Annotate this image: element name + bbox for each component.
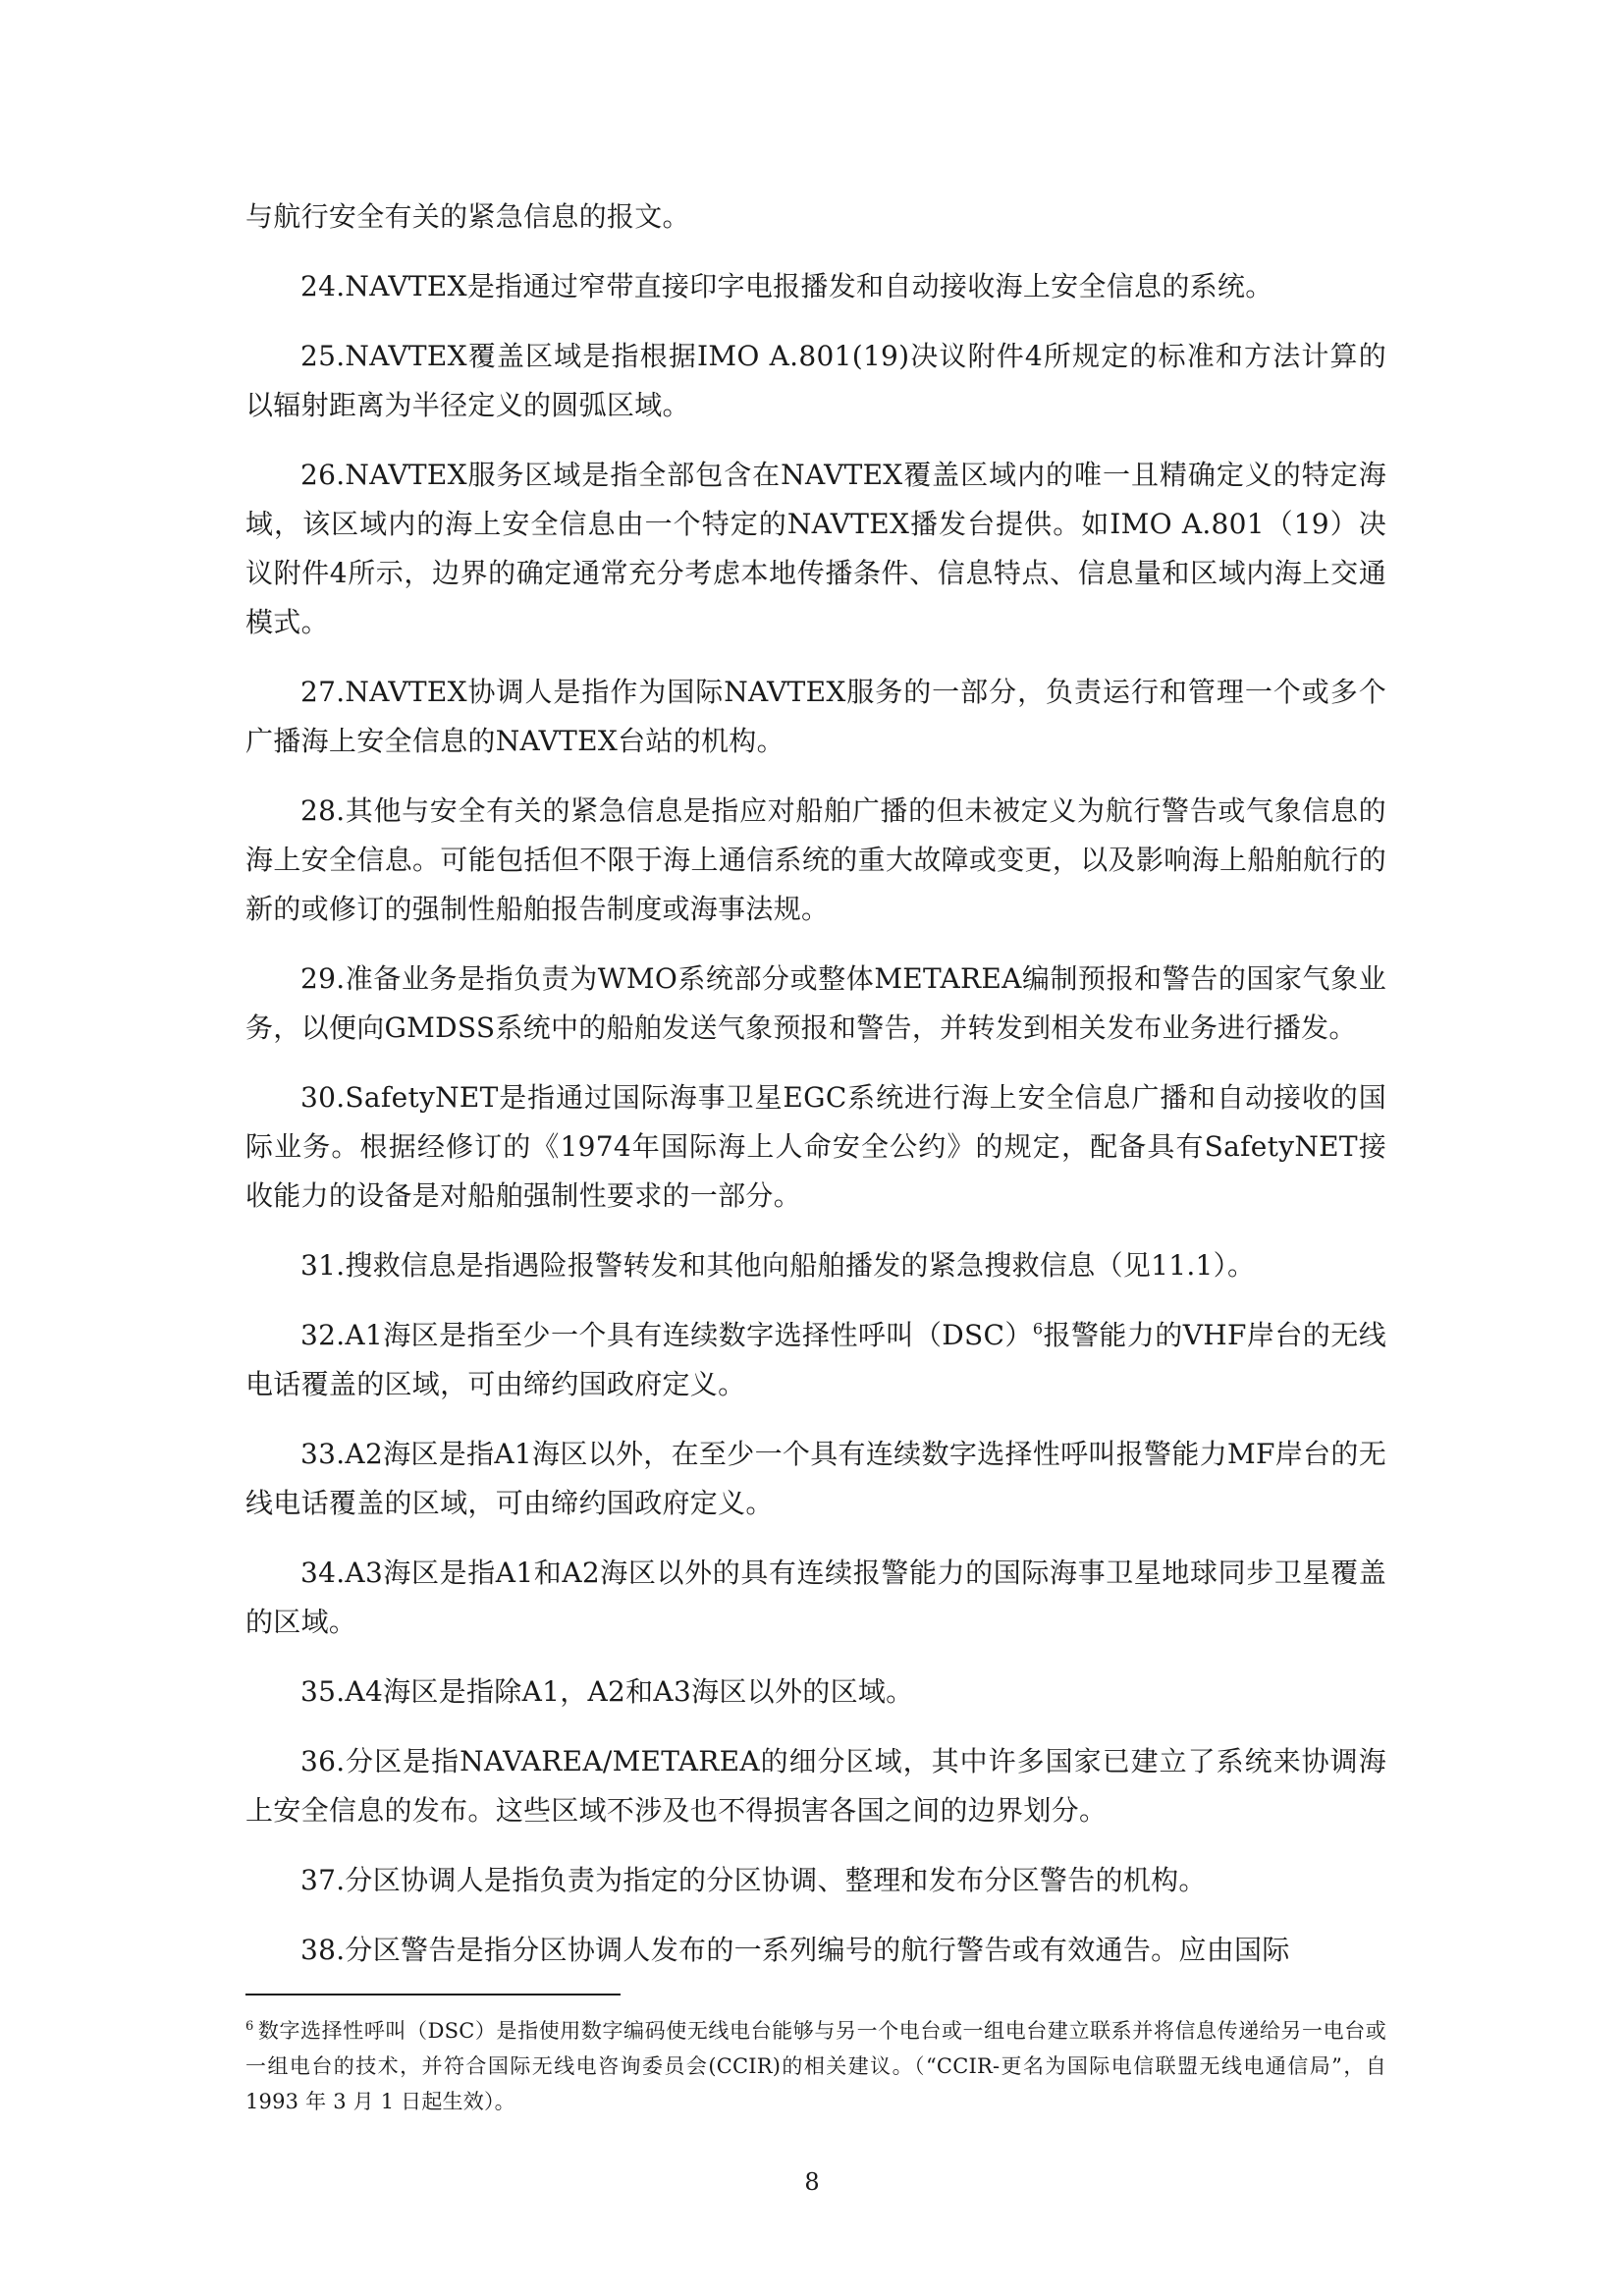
- paragraph-36-subarea: 36.分区是指NAVAREA/METAREA的细分区域，其中许多国家已建立了系统来协调海上安全信息的发布。这些区域不涉及也不得损害各国之间的边界划分。: [245, 1745, 1386, 1827]
- paragraph-continuation: 与航行安全有关的紧急信息的报文。: [245, 200, 690, 233]
- paragraph-25-navtex-coverage: 25.NAVTEX覆盖区域是指根据IMO A.801(19)决议附件4所规定的标准和方法计算的以辐射距离为半径定义的圆弧区域。: [245, 340, 1386, 421]
- footnote: [245, 2013, 1386, 2119]
- paragraph-26-navtex-service-area: 26.NAVTEX服务区域是指全部包含在NAVTEX覆盖区域内的唯一且精确定义的特定海域，该区域内的海上安全信息由一个特定的NAVTEX播发台提供。如IMO A.801（19）决议附件4所示，边界的确定通常充分考虑本地传播条件、信息特点、信息量和区域内海上交通模式。: [245, 459, 1386, 638]
- paragraph-33-sea-area-a2: 33.A2海区是指A1海区以外，在至少一个具有连续数字选择性呼叫报警能力MF岸台的无线电话覆盖的区域，可由缔约国政府定义。: [245, 1438, 1386, 1519]
- paragraph-30-safetynet: 30.SafetyNET是指通过国际海事卫星EGC系统进行海上安全信息广播和自动接收的国际业务。根据经修订的《1974年国际海上人命安全公约》的规定，配备具有SafetyNET接收能力的设备是对船舶强制性要求的一部分。: [245, 1081, 1386, 1212]
- paragraph-31-sar-info: 31.搜救信息是指遇险报警转发和其他向船舶播发的紧急搜救信息（见11.1）。: [300, 1249, 1256, 1282]
- footnote-text: 数字选择性呼叫（DSC）是指使用数字编码使无线电台能够与另一个电台或一组电台建立联系并将信息传递给另一电台或一组电台的技术，并符合国际无线电咨询委员会(CCIR)的相关建议。（“CCIR-更名为国际电信联盟无线电通信局”，自 1993 年 3 月 1 日起生效）。: [245, 2019, 1386, 2113]
- paragraph-37-subarea-coordinator: 37.分区协调人是指负责为指定的分区协调、整理和发布分区警告的机构。: [300, 1864, 1207, 1896]
- page-number: 8: [804, 2168, 820, 2196]
- paragraph-38-subarea-warning: 38.分区警告是指分区协调人发布的一系列编号的航行警告或有效通告。应由国际: [300, 1934, 1290, 1966]
- footnote-separator: [245, 1994, 621, 1995]
- footnote-reference[interactable]: 6: [1032, 1319, 1044, 1339]
- paragraph-35-sea-area-a4: 35.A4海区是指除A1，A2和A3海区以外的区域。: [300, 1675, 914, 1708]
- paragraph-27-navtex-coordinator: 27.NAVTEX协调人是指作为国际NAVTEX服务的一部分，负责运行和管理一个或多个广播海上安全信息的NAVTEX台站的机构。: [245, 676, 1386, 757]
- paragraph-32-text-after: 报警能力的VHF岸台的无线电话覆盖的区域，可由缔约国政府定义。: [245, 1319, 1386, 1400]
- paragraph-28-other-urgent-info: 28.其他与安全有关的紧急信息是指应对船舶广播的但未被定义为航行警告或气象信息的海上安全信息。可能包括但不限于海上通信系统的重大故障或变更，以及影响海上船舶航行的新的或修订的强制性船舶报告制度或海事法规。: [245, 794, 1386, 925]
- paragraph-32-text-before: 32.A1海区是指至少一个具有连续数字选择性呼叫（DSC）: [300, 1319, 1033, 1351]
- paragraph-34-sea-area-a3: 34.A3海区是指A1和A2海区以外的具有连续报警能力的国际海事卫星地球同步卫星覆盖的区域。: [245, 1557, 1386, 1638]
- paragraph-32-sea-area-a1: [245, 1311, 1386, 1409]
- footnote-mark: 6: [245, 2019, 254, 2034]
- paragraph-29-preparation-service: 29.准备业务是指负责为WMO系统部分或整体METAREA编制预报和警告的国家气象业务，以便向GMDSS系统中的船舶发送气象预报和警告，并转发到相关发布业务进行播发。: [245, 962, 1386, 1044]
- page-body: [245, 192, 1386, 1995]
- paragraph-24-navtex: 24.NAVTEX是指通过窄带直接印字电报播发和自动接收海上安全信息的系统。: [300, 270, 1273, 302]
